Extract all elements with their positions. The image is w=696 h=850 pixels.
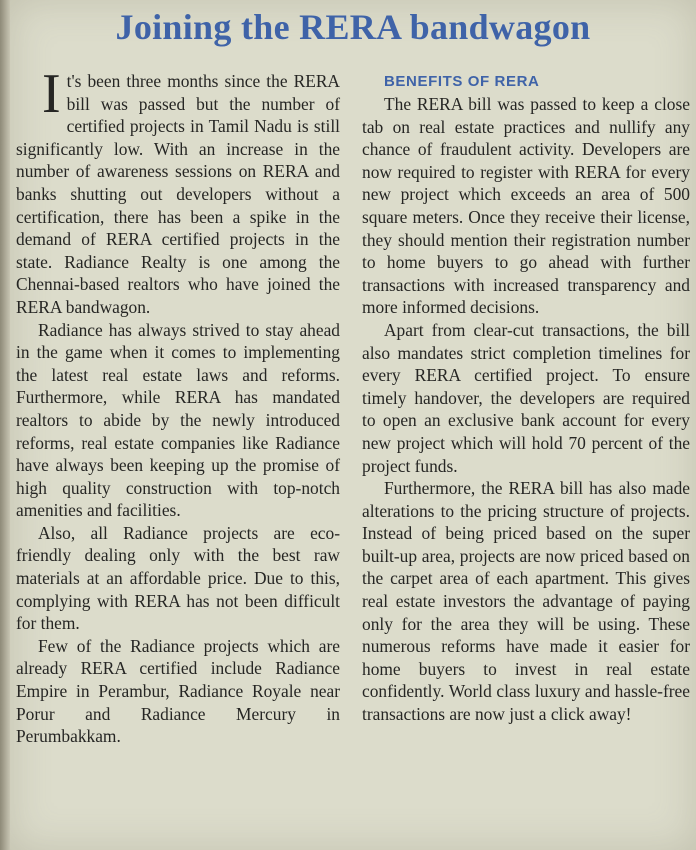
paragraph-7: Furthermore, the RERA bill has also made alterations to the pricing structure of projects. Instead of being priced based on the super built-up area, projects are now priced based on the carpet area of each apartment. This gives real estate investors the advantage of paying only for the area they will be using. These numerous reforms have made it easier for home buyers to invest in real estate confidently. World class luxury and hassle-free transactions are now just a click away! xyxy=(362,478,690,725)
paragraph-4: Few of the Radiance projects which are already RERA certified include Radiance Empire in Perambur, Radiance Royale near Porur and Radiance Mercury in Perumbakkam. xyxy=(16,635,340,747)
paragraph-2: Radiance has always strived to stay ahead in the game when it comes to implementing the latest real estate laws and reforms. Furthermore, while RERA has mandated realtors to abide by the newly introduced reforms, real estate companies like Radiance have always been keeping up the promise of high quality construction with top-notch amenities and facilities. xyxy=(16,319,340,521)
paragraph-1 xyxy=(16,63,340,319)
newspaper-edge xyxy=(0,0,10,850)
paragraph-6: Apart from clear-cut transactions, the bill also mandates strict completion timelines for every RERA certified project. To ensure timely handover, the developers are required to open an exclusive bank account for every new project which will hold 70 percent of the project funds. xyxy=(362,319,690,476)
paragraph-1-text: t's been three months since the RERA bill was passed but the number of certified projects in Tamil Nadu is still significantly low. With an increase in the number of awareness sessions on RERA and banks shutting out developers without a certification, there has been a spike in the demand of RERA certified projects in the state. Radiance Realty is one among the Chennai-based realtors who have joined the RERA bandwagon. xyxy=(16,71,340,317)
drop-cap: I xyxy=(42,63,61,125)
left-column xyxy=(16,63,340,748)
section-subhead: BENEFITS OF RERA xyxy=(384,73,540,90)
paragraph-3: Also, all Radiance projects are eco-friendly dealing only with the best raw materials at an affordable price. Due to this, complying with RERA has not been difficult for them. xyxy=(16,522,340,634)
right-column xyxy=(362,72,690,726)
newspaper-page xyxy=(10,0,696,850)
article-headline: Joining the RERA bandwagon xyxy=(115,7,591,47)
paragraph-5: The RERA bill was passed to keep a close tab on real estate practices and nullify any chance of fraudulent activity. Developers are now required to register with RERA for every new project which exceeds an area of 500 square meters. Once they receive their license, they should mention their registration number to home buyers to go ahead with further transactions with increased transparency and more informed decisions. xyxy=(362,94,690,318)
